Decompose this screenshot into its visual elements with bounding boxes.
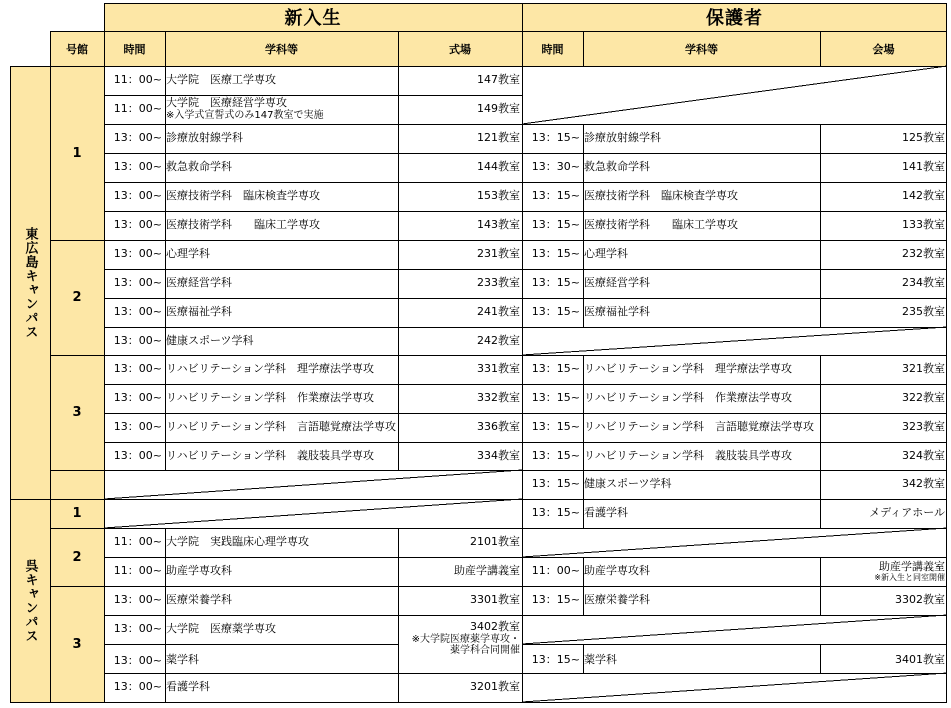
student-time: 11：00~ xyxy=(113,73,162,87)
student-venue: 334教室 xyxy=(477,448,520,462)
guardian-venue: 324教室 xyxy=(902,448,945,462)
guardian-time: 13：15~ xyxy=(531,362,580,376)
guardian-venue-header: 会場 xyxy=(820,31,947,66)
student-department: 心理学科 xyxy=(166,247,210,261)
student-time: 13：00~ xyxy=(113,160,162,174)
student-venue: 332教室 xyxy=(477,391,520,405)
guardian-time: 13：15~ xyxy=(531,391,580,405)
student-time: 13：00~ xyxy=(113,276,162,290)
student-time: 13：00~ xyxy=(113,362,162,376)
guardian-department: 助産学専攻科 xyxy=(584,564,650,578)
student-department: 大学院 実践臨床心理学専攻 xyxy=(166,535,309,549)
guardian-department: 医療技術学科 臨床検査学専攻 xyxy=(584,189,738,203)
guardian-department-header: 学科等 xyxy=(583,31,820,66)
student-department: 医療経営学科 xyxy=(166,276,232,290)
student-venue: 241教室 xyxy=(477,305,520,319)
student-time: 13：00~ xyxy=(113,622,162,636)
student-time: 13：00~ xyxy=(113,131,162,145)
campus-label-kure: 呉キャンパス xyxy=(10,499,50,702)
student-time: 13：00~ xyxy=(113,420,162,434)
student-venue: 3301教室 xyxy=(470,593,520,607)
guardian-department: 医療技術学科 臨床工学専攻 xyxy=(584,218,738,232)
guardian-department: 医療栄養学科 xyxy=(584,593,650,607)
student-time: 13：00~ xyxy=(113,247,162,261)
student-department: 診療放射線学科 xyxy=(166,131,243,145)
guardian-department: 医療福祉学科 xyxy=(584,305,650,319)
guardian-venue: 342教室 xyxy=(902,477,945,491)
building-number: 3 xyxy=(50,355,104,470)
guardian-venue: 321教室 xyxy=(902,362,945,376)
student-department: リハビリテーション学科 言語聴覚療法学専攻 xyxy=(166,420,397,434)
venue-name: 3402教室 xyxy=(470,620,520,633)
student-venue: 242教室 xyxy=(477,333,520,347)
student-venue: 331教室 xyxy=(477,362,520,376)
guardian-time: 13：15~ xyxy=(531,593,580,607)
student-time: 11：00~ xyxy=(113,535,162,549)
guardian-venue: 133教室 xyxy=(902,218,945,232)
student-venue: 153教室 xyxy=(477,189,520,203)
guardian-venue: 141教室 xyxy=(902,160,945,174)
guardian-time: 13：15~ xyxy=(531,305,580,319)
student-venue: 336教室 xyxy=(477,420,520,434)
guardian-time: 13：15~ xyxy=(531,448,580,462)
student-department: リハビリテーション学科 義肢装具学専攻 xyxy=(166,448,375,462)
guardian-time: 13：15~ xyxy=(531,131,580,145)
student-venue: 149教室 xyxy=(477,102,520,116)
student-time: 13：00~ xyxy=(113,333,162,347)
guardian-department: リハビリテーション学科 義肢装具学専攻 xyxy=(584,448,793,462)
student-department-header: 学科等 xyxy=(165,31,398,66)
student-time: 13：00~ xyxy=(113,593,162,607)
student-department: リハビリテーション学科 作業療法学専攻 xyxy=(166,391,375,405)
student-time-header: 時間 xyxy=(104,31,165,66)
guardian-venue: 234教室 xyxy=(902,276,945,290)
guardian-department: 健康スポーツ学科 xyxy=(584,477,672,491)
guardians-header: 保護者 xyxy=(522,3,947,31)
department-name: 大学院 医療経営学専攻 xyxy=(166,96,287,110)
venue-name: 助産学講義室 xyxy=(879,559,945,573)
student-venue xyxy=(398,615,522,673)
guardian-time: 13：15~ xyxy=(531,420,580,434)
guardian-venue xyxy=(820,557,947,586)
building-number: 3 xyxy=(50,586,104,702)
student-department: 薬学科 xyxy=(166,653,199,667)
student-time: 13：00~ xyxy=(113,680,162,694)
student-department: 大学院 医療薬学専攻 xyxy=(166,622,276,636)
new-students-header: 新入生 xyxy=(104,3,522,31)
guardian-venue: 323教室 xyxy=(902,420,945,434)
student-department: 医療福祉学科 xyxy=(166,305,232,319)
guardian-time: 13：15~ xyxy=(531,653,580,667)
student-venue: 3201教室 xyxy=(470,680,520,694)
student-department: 医療栄養学科 xyxy=(166,593,232,607)
building-number: 2 xyxy=(50,528,104,586)
guardian-department: 薬学科 xyxy=(584,653,617,667)
guardian-time: 13：15~ xyxy=(531,276,580,290)
building-empty xyxy=(50,470,104,499)
guardian-venue: 3401教室 xyxy=(895,653,945,667)
student-venue: 143教室 xyxy=(477,218,520,232)
building-header: 号館 xyxy=(50,31,104,66)
guardian-time: 13：15~ xyxy=(531,218,580,232)
guardian-time: 13：30~ xyxy=(531,160,580,174)
student-department: 医療技術学科 臨床検査学専攻 xyxy=(166,189,320,203)
building-number: 2 xyxy=(50,240,104,355)
guardian-venue: 125教室 xyxy=(902,131,945,145)
guardian-department: 看護学科 xyxy=(584,506,628,520)
building-number: 1 xyxy=(50,66,104,240)
guardian-department: リハビリテーション学科 理学療法学専攻 xyxy=(584,362,793,376)
guardian-department: 医療経営学科 xyxy=(584,276,650,290)
student-time: 13：00~ xyxy=(113,218,162,232)
guardian-department: リハビリテーション学科 作業療法学専攻 xyxy=(584,391,793,405)
guardian-department: 心理学科 xyxy=(584,247,628,261)
student-venue: 助産学講義室 xyxy=(454,564,520,578)
guardian-time: 13：15~ xyxy=(531,477,580,491)
student-department: 看護学科 xyxy=(166,680,210,694)
student-venue: 144教室 xyxy=(477,160,520,174)
student-time: 13：00~ xyxy=(113,305,162,319)
student-department: 大学院 医療工学専攻 xyxy=(166,73,276,87)
student-venue: 2101教室 xyxy=(470,535,520,549)
student-time: 13：00~ xyxy=(113,189,162,203)
student-venue: 231教室 xyxy=(477,247,520,261)
student-time: 13：00~ xyxy=(113,391,162,405)
guardian-venue: 232教室 xyxy=(902,247,945,261)
guardian-department: リハビリテーション学科 言語聴覚療法学専攻 xyxy=(584,420,815,434)
student-time: 11：00~ xyxy=(113,102,162,116)
student-department: 健康スポーツ学科 xyxy=(166,333,254,347)
guardian-department: 診療放射線学科 xyxy=(584,131,661,145)
student-department: 医療技術学科 臨床工学専攻 xyxy=(166,218,320,232)
guardian-time: 13：15~ xyxy=(531,247,580,261)
guardian-time: 11：00~ xyxy=(531,564,580,578)
guardian-venue: 3302教室 xyxy=(895,593,945,607)
guardian-venue: 142教室 xyxy=(902,189,945,203)
student-department xyxy=(165,95,398,124)
building-number: 1 xyxy=(50,499,104,528)
student-time: 13：00~ xyxy=(113,654,162,668)
guardian-venue: 322教室 xyxy=(902,391,945,405)
department-note: ※入学式宣誓式のみ147教室で実施 xyxy=(166,110,324,122)
student-department: リハビリテーション学科 理学療法学専攻 xyxy=(166,362,375,376)
venue-note: ※新入生と同室開催 xyxy=(874,573,945,583)
guardian-venue: 235教室 xyxy=(902,305,945,319)
student-department: 救急救命学科 xyxy=(166,160,232,174)
student-venue: 121教室 xyxy=(477,131,520,145)
guardian-time: 13：15~ xyxy=(531,506,580,520)
venue-note: ※大学院医療薬学専攻・ xyxy=(411,633,520,645)
student-venue: 233教室 xyxy=(477,276,520,290)
student-time: 11：00~ xyxy=(113,564,162,578)
guardian-department: 救急救命学科 xyxy=(584,160,650,174)
guardian-venue: メディアホール xyxy=(869,506,945,520)
venue-note: 薬学科合同開催 xyxy=(450,645,520,657)
campus-label-higashi-hiroshima: 東広島キャンパス xyxy=(10,66,50,499)
ceremony-venue-header: 式場 xyxy=(398,31,522,66)
guardian-time: 13：15~ xyxy=(531,189,580,203)
student-time: 13：00~ xyxy=(113,448,162,462)
student-department: 助産学専攻科 xyxy=(166,564,232,578)
student-venue: 147教室 xyxy=(477,73,520,87)
guardian-time-header: 時間 xyxy=(522,31,583,66)
